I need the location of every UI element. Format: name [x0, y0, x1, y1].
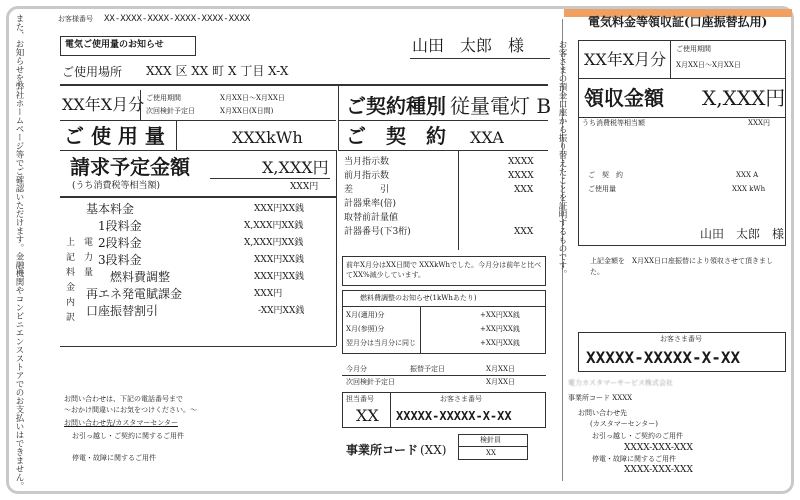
meter-value: XXXX [508, 171, 534, 181]
receipt-contract: XXX A [736, 171, 759, 179]
receipt-company: 電力カスタマーサービス株式会社 [568, 379, 673, 387]
breakdown-bottom-rule [60, 346, 336, 347]
meter-value: XXXX [508, 157, 534, 167]
receipt-month-divider [670, 40, 671, 78]
office-code: (XX) [420, 443, 447, 457]
next-transfer-date: X月XX日 [486, 378, 515, 386]
transfer-date: X月XX日 [486, 365, 515, 373]
meter-value: XXX [514, 185, 534, 195]
usage-value: XXXkWh [232, 128, 303, 147]
meter-label: 計器番号(下3桁) [344, 227, 411, 237]
office-code-label: 事業所コード [346, 443, 419, 457]
contract-rule [338, 120, 548, 121]
billing-rule [60, 196, 336, 198]
breakdown-side-label-2: 電 力 量 [84, 238, 94, 278]
contact-center: お問い合わせ先/カスタマーセンター [64, 419, 178, 427]
breakdown-label: 1段料金 [98, 219, 142, 233]
fuel-label: X月(参照)分 [346, 325, 385, 333]
breakdown-value: XXX円 [254, 289, 283, 299]
billing-month: XX年X月分 [62, 95, 145, 114]
customer-number-2: XXXXX-XXXXX-X-XX [396, 409, 512, 423]
contract-left-border [338, 86, 339, 150]
left-vertical-note: また、お知らせを弊社ホームページ等でご確認いただけます。金融機関やコンビニエンスストアでのお支払いはできません。 [14, 14, 24, 490]
center-number-divider [390, 392, 391, 428]
customer-number-label: お客様番号 [58, 15, 93, 23]
center-number-label: 担当番号 [346, 395, 374, 403]
transfer-date-label: 振替予定日 [410, 365, 445, 373]
meter-label: 差 引 [344, 185, 390, 195]
breakdown-side-label: 上 記 料 金 内 訳 [66, 238, 76, 323]
receipt-contract-label: ご 契 約 [588, 171, 623, 179]
billing-amount: X,XXX円 [262, 158, 329, 177]
comparison-note: 前年X月分はXX日間で XXXkWhでした。今月分は前年と比べてXX%減少しています。 [346, 261, 542, 279]
month-rule [60, 120, 336, 121]
usage-rule [60, 150, 336, 151]
breakdown-right-border [336, 150, 337, 346]
location-rule [60, 84, 548, 86]
center-number: XX [356, 406, 379, 425]
next-read-label: 次回検針予定日 [146, 107, 195, 115]
receipt-detail-box [578, 112, 786, 246]
contract-type-label: ご契約種別 [346, 94, 446, 118]
contact-line-2: 停電・故障に関するご用件 [72, 454, 156, 462]
transfer-label: 今月分 [346, 365, 367, 373]
billing-label: 請求予定金額 [70, 155, 190, 179]
customer-name: 山田 太郎 様 [412, 36, 525, 55]
meter-divider [458, 150, 459, 250]
receipt-vertical-note: お客さまの預金口座から振り替えたことを証明するものです。 [557, 40, 567, 278]
breakdown-label: 基本料金 [86, 202, 135, 216]
meter-label: 当月指示数 [344, 157, 390, 167]
contact-note: お問い合わせは、下記の電話番号まで 〜おかけ間違いにお気をつけください。〜 [64, 395, 197, 414]
contract-label: ご 契 約 [346, 124, 446, 148]
receipt-customer-number: XXXXX-XXXXX-X-XX [586, 348, 741, 367]
receipt-contact-number-1: XXXX-XXX-XXX [624, 443, 693, 453]
fuel-divider [420, 306, 421, 354]
receipt-contact-title: お問い合わせ先 [578, 409, 627, 417]
breakdown-value: X,XXX円XX銭 [244, 238, 304, 248]
breakdown-label: 3段料金 [98, 253, 142, 267]
meter-sub: XX [486, 449, 496, 457]
fuel-label: 翌月分は当月分に同じ [346, 339, 416, 347]
breakdown-value: -XX円XX銭 [258, 306, 305, 316]
fuel-title-rule [342, 306, 546, 307]
breakdown-label: 再エネ発電賦課金 [86, 287, 183, 301]
billing-amount-underline [210, 178, 330, 179]
received-label: 領収金額 [584, 86, 664, 110]
meter-label: 前月指示数 [344, 171, 390, 181]
receipt-usage: XXX kWh [732, 185, 766, 193]
receipt-customer-label: お客さま番号 [660, 335, 702, 343]
receipt-period-label: ご使用期間 [676, 45, 711, 53]
contact-line-1: お引っ越し・ご契約に関するご用件 [72, 432, 184, 440]
meter-label: 計器乗率(倍) [344, 199, 397, 209]
receipt-tax-label: うち消費税等相当額 [582, 119, 645, 127]
receipt-month: XX年X月分 [584, 50, 667, 69]
received-amount: X,XXX円 [702, 86, 786, 110]
next-read-value: X月XX日(X日間) [220, 107, 274, 115]
customer-name-underline [410, 58, 550, 59]
deduction-note: 上記金額を X月XX日口座振替により領収させて頂きました。 [590, 257, 773, 276]
month-divider [140, 90, 141, 120]
receipt-office-code: 事業所コード XXXX [568, 394, 633, 402]
receipt-name: 山田 太郎 様 [700, 227, 785, 241]
breakdown-value: XXX円XX銭 [254, 255, 305, 265]
contract-value: XXA [470, 128, 504, 147]
fuel-value: +XX円XX銭 [480, 311, 520, 319]
breakdown-label: 燃料費調整 [110, 270, 171, 284]
receipt-tax: XXX円 [748, 119, 770, 127]
breakdown-label: 2段料金 [98, 236, 142, 250]
receipt-period: X月XX日〜X月XX日 [676, 61, 741, 69]
fuel-value: +XX円XX銭 [480, 339, 520, 347]
receipt-contact-number-2: XXXX-XXX-XXX [624, 465, 693, 475]
breakdown-label: 口座振替割引 [86, 304, 159, 318]
meter-sub-label: 検針員 [480, 436, 501, 444]
contract-bottom-rule [338, 150, 548, 151]
customer-number: XX-XXXX-XXXX-XXXX-XXXX-XXXX [104, 14, 251, 24]
period-value: X月XX日〜X月XX日 [220, 94, 285, 102]
meter-label: 取替前計量値 [344, 213, 399, 223]
notice-title: 電気ご使用量のお知らせ [65, 40, 164, 50]
usage-divider [176, 120, 177, 150]
location: XXX 区 XX 町 X 丁目 X-X [146, 64, 289, 78]
period-label: ご使用期間 [146, 94, 181, 102]
meter-sub-rule [458, 446, 528, 447]
receipt-usage-label: ご使用量 [588, 185, 616, 193]
usage-label: ご 使 用 量 [64, 124, 165, 148]
receipt-contact-center: (カスタマーセンター) [590, 420, 659, 428]
billing-tax-label: (うち消費税等相当額) [72, 181, 161, 191]
contract-type: 従量電灯 B [450, 94, 552, 118]
fuel-label: X月(適用)分 [346, 311, 385, 319]
transfer-rule [342, 375, 546, 376]
customer-number-label-2: お客さま番号 [440, 395, 482, 403]
breakdown-value: XXX円XX銭 [254, 204, 305, 214]
fuel-title: 燃料費調整のお知らせ(1kWhあたり) [360, 294, 477, 302]
billing-tax: XXX円 [290, 182, 319, 192]
breakdown-value: X,XXX円XX銭 [244, 221, 304, 231]
meter-value: XXX [514, 227, 534, 237]
next-transfer-label: 次回検針予定日 [346, 378, 395, 386]
fuel-value: +XX円XX銭 [480, 325, 520, 333]
receipt-contact-line-2: 停電・故障に関するご用件 [592, 455, 676, 463]
receipt-contact-line-1: お引っ越し・ご契約のご用件 [592, 432, 683, 440]
breakdown-value: XXX円XX銭 [254, 272, 305, 282]
receipt-title: 電気料金等領収証(口座振替払用) [588, 15, 768, 29]
receipt-month-rule [578, 78, 786, 79]
location-label: ご使用場所 [62, 65, 123, 79]
